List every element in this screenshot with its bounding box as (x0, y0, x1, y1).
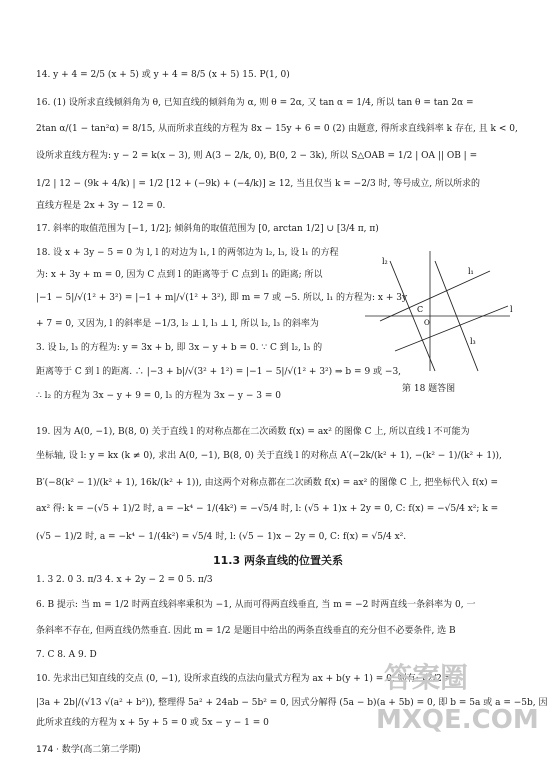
label-O: O (424, 319, 430, 327)
answer-line: 条斜率不存在, 但两直线仍然垂直. 因此 m = 1/2 是题目中给出的两条直线垂直的充分但不必要条件, 选 B (36, 626, 456, 636)
answer-line: B′(−8(k² − 1)/(k² + 1), 16k/(k² + 1)), 由这两个对称点都在二次函数 f(x) = ax² 的图像 C 上, 把坐标代入 f(x) = (36, 478, 499, 488)
page-footer: 174 · 数学(高二第二学期) (36, 745, 141, 755)
figure-caption: 第 18 题答图 (402, 384, 456, 394)
answer-line: 6. B 提示: 当 m = 1/2 时两直线斜率乘积为 −1, 从而可得两直线垂直, 当 m = −2 时两直线一条斜率为 0, 一 (36, 600, 476, 610)
answer-line: + 7 = 0, 又因为, l 的斜率是 −1/3, l₂ ⊥ l, l₃ ⊥ l, 所以 l₂, l₃ 的斜率为 (36, 319, 319, 329)
answer-line: 坐标轴, 设 l: y = kx (k ≠ 0), 求出 A(0, −1), B(8, 0) 关于直线 l 的对称点 A′(−2k/(k² + 1), −(k² − 1)/(k² + 1)), (36, 451, 502, 461)
answer-line: (√5 − 1)/2 时, a = −k⁴ − 1/(4k²) = √5/4 时, l: (√5 − 1)x − 2y = 0, C: f(x) = √5/4 x². (36, 532, 407, 542)
answer-line: 3. 设 l₂, l₃ 的方程为: y = 3x + b, 即 3x − y + b = 0. ∵ C 到 l₂, l₃ 的 (36, 343, 323, 353)
answer-line: |−1 − 5|/√(1² + 3²) = |−1 + m|/√(1² + 3²), 即 m = 7 或 −5. 所以, l₁ 的方程为: x + 3y (36, 293, 408, 303)
answer-line: ax² 得: k = −(√5 + 1)/2 时, a = −k⁴ − 1/(4k²) = −√5/4 时, l: (√5 + 1)x + 2y = 0, C: f(x) = −√5/4 x²; k = (36, 504, 499, 514)
answer-line: 为: x + 3y + m = 0, 因为 C 点到 l 的距离等于 C 点到 l₁ 的距离; 所以 (36, 270, 323, 280)
watermark-bottom: MXQE.COM (376, 705, 539, 735)
figure-18 (360, 246, 520, 376)
answer-line: 16. (1) 设所求直线倾斜角为 θ, 已知直线的倾斜角为 α, 则 θ = 2α, 又 tan α = 1/4, 所以 tan θ = tan 2α = (36, 98, 474, 108)
label-C: C (417, 305, 424, 314)
answer-line: 1/2 | 12 − (9k + 4/k) | = 1/2 [12 + (−9k) + (−4/k)] ≥ 12, 当且仅当 k = −2/3 时, 等号成立, 所以所求的 (36, 179, 480, 189)
answer-line: ∴ l₂ 的方程为 3x − y + 9 = 0, l₃ 的方程为 3x − y − 3 = 0 (36, 391, 281, 401)
watermark-top: 答案圈 (384, 661, 469, 694)
answer-line: |3a + 2b|/(√13 √(a² + b²)), 整理得 5a² + 24ab − 5b² = 0, 因式分解得 (5a − b)(a + 5b) = 0, 即 b = 5a 或 a = −5b, 因 (36, 698, 548, 708)
label-l: l (510, 305, 513, 314)
answer-line: 设所求直线方程为: y − 2 = k(x − 3), 则 A(3 − 2/k, 0), B(0, 2 − 3k), 所以 S△OAB = 1/2 | OA || OB | = (36, 151, 478, 161)
label-l1: l₁ (468, 267, 474, 276)
answer-line: 直线方程是 2x + 3y − 12 = 0. (36, 201, 166, 211)
label-l3: l₃ (470, 337, 476, 346)
answer-line: 19. 因为 A(0, −1), B(8, 0) 关于直线 l 的对称点都在二次函数 f(x) = ax² 的图像 C 上, 所以直线 l 不可能为 (36, 427, 470, 437)
answer-line: 17. 斜率的取值范围为 [−1, 1/2]; 倾斜角的取值范围为 [0, arctan 1/2] ∪ [3/4 π, π) (36, 224, 379, 234)
answer-line: 10. 先求出已知直线的交点 (0, −1), 设所求直线的点法向量式方程为 ax + b(y + 1) = 0, 则有: √2/2 = (36, 674, 453, 684)
line-l (395, 306, 508, 351)
line-l1 (380, 271, 490, 321)
section-title: 11.3 两条直线的位置关系 (213, 554, 343, 567)
answer-line: 14. y + 4 = 2/5 (x + 5) 或 y + 4 = 8/5 (x + 5) 15. P(1, 0) (36, 70, 290, 80)
answer-line: 2tan α/(1 − tan²α) = 8/15, 从而所求直线的方程为 8x − 15y + 6 = 0 (2) 由题意, 得所求直线斜率 k 存在, 且 k < 0, (36, 124, 518, 134)
label-l2: l₂ (382, 257, 388, 266)
answer-line: 18. 设 x + 3y − 5 = 0 为 l, l 的对边为 l₁, l 的两邻边为 l₂, l₃, 设 l₁ 的方程 (36, 248, 339, 258)
answer-line: 7. C 8. A 9. D (36, 650, 97, 660)
answer-line: 1. 3 2. 0 3. π/3 4. x + 2y − 2 = 0 5. π/3 (36, 575, 213, 585)
answer-line: 此所求直线的方程为 x + 5y + 5 = 0 或 5x − y − 1 = 0 (36, 718, 269, 728)
answer-line: 距离等于 C 到 l 的距离. ∴ |−3 + b|/√(3² + 1²) = |−1 − 5|/√(1² + 3²) ⇒ b = 9 或 −3, (36, 367, 402, 377)
